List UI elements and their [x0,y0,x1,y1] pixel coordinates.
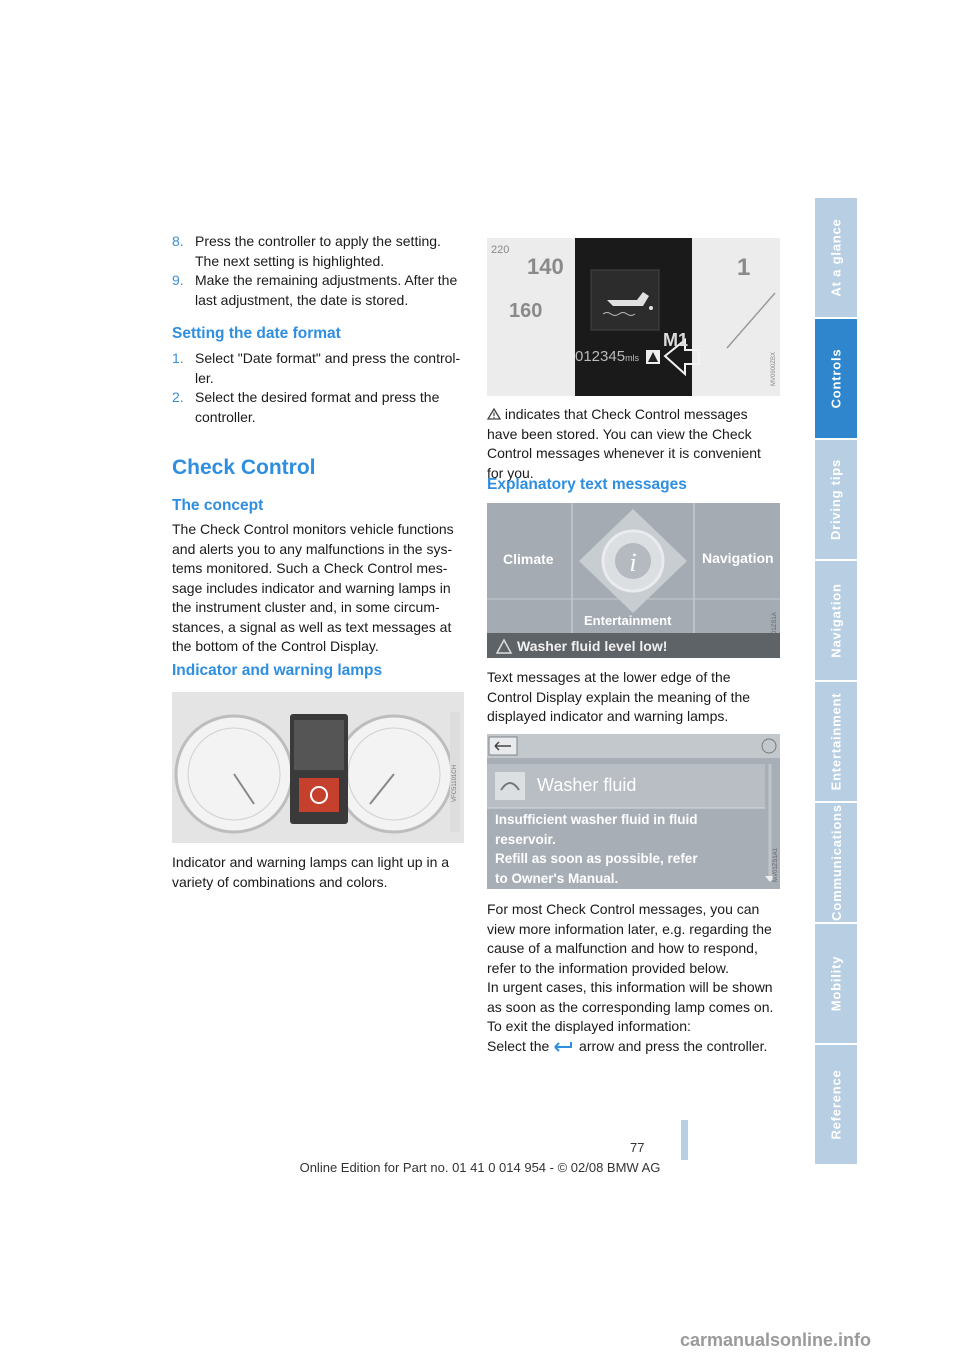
stored-text: indicates that Check Control messages have been stored. You can view the Check Control messages whenever it is convenient for you. [487,406,761,481]
page-number: 77 [630,1140,645,1155]
tab-label: Reference [828,1069,844,1140]
concept-paragraph: The Check Control monitors vehicle functions and alerts you to any malfunctions in the sys-tems monitored. Such a Check Control mes-sage includes indicator and warning lamps in the instrument cluster and, in some circum-stances, a signal as well as text messages at the bottom of the Control Display. [172,521,454,654]
menu-item-climate[interactable]: Climate [503,551,554,567]
step-9 [172,271,472,311]
tab-mobility[interactable] [815,924,857,1043]
date-format-step-2 [172,388,472,428]
tab-driving-tips[interactable] [815,440,857,559]
tab-label: At a glance [828,218,844,297]
back-arrow-icon [553,1040,575,1052]
select-line [487,1037,779,1057]
instrument-cluster-illustration [172,692,464,843]
step-text: Make the remaining adjustments. After the last adjustment, the date is stored. [195,272,458,308]
exit-paragraph [487,1017,779,1056]
detail-title: Washer fluid [537,775,637,795]
explanatory-heading: Explanatory text messages [487,476,687,493]
step-number: 2. [172,389,184,405]
tab-navigation[interactable] [815,561,857,680]
speed-label-160: 160 [509,300,543,322]
speed-label-220: 220 [491,244,510,256]
tab-entertainment[interactable] [815,682,857,801]
explanatory-paragraph: Text messages at the lower edge of the Control Display explain the meaning of the displayed indicator and warning lamps. [487,669,751,724]
tab-label: Mobility [828,955,844,1012]
step-number: 9. [172,272,184,288]
date-format-step-1 [172,349,472,389]
figure-code: MV01ZS1A1 [773,847,779,882]
odometer-value: 012345 [575,348,626,365]
date-format-heading: Setting the date format [172,325,341,342]
odometer-reading [575,348,639,365]
menu-item-navigation[interactable]: Navigation [702,550,774,566]
tab-label: Navigation [828,583,844,658]
svg-text:i: i [629,548,637,577]
instrument-cluster-figure [172,692,464,843]
concept-heading: The concept [172,497,264,514]
step-text: Select "Date format" and press the control-ler. [195,350,461,386]
urgent-paragraph: In urgent cases, this information will be shown as soon as the corresponding lamp comes on. [487,979,774,1015]
step-number: 1. [172,350,184,366]
tab-reference[interactable] [815,1045,857,1164]
step-8 [172,232,472,272]
menu-illustration [487,503,780,658]
detail-body [495,810,698,888]
warning-triangle-icon [487,408,501,420]
more-info-paragraph: For most Check Control messages, you can view more information later, e.g. regarding the cause of a malfunction and how to respond, refer to the information provided below. [487,901,772,976]
tab-label: Driving tips [828,458,844,541]
select-post-text: arrow and press the controller. [579,1037,768,1054]
rpm-label: 1 [737,254,751,281]
menu-item-entertainment[interactable]: Entertainment [584,613,672,628]
detail-line-3: Refill as soon as possible, refer [495,851,698,866]
control-display-menu-figure [487,503,780,658]
tab-label: Communications [828,804,844,921]
speed-label-140: 140 [527,254,564,279]
tab-communications[interactable] [815,803,857,922]
odometer-unit: mls [625,353,640,363]
lamps-heading: Indicator and warning lamps [172,662,383,679]
tab-label: Entertainment [828,692,844,791]
odometer-figure [487,238,780,396]
menu-warning-message: Washer fluid level low! [517,638,668,654]
figure-code: VFC51101CH [452,765,458,802]
check-control-heading: Check Control [172,456,316,479]
step-text: Select the desired format and press the controller. [195,389,440,425]
detail-line-2: reservoir. [495,831,556,847]
gear-indicator: M1 [663,330,689,350]
stored-paragraph [487,405,779,483]
lamps-caption: Indicator and warning lamps can light up in a variety of combinations and colors. [172,854,450,890]
detail-line-4: to Owner's Manual. [495,870,619,886]
step-text: Press the controller to apply the setting. The next setting is highlighted. [195,233,441,269]
figure-code: MV0900ZBX [771,351,777,386]
detail-line-1: Insufficient washer fluid in fluid [495,812,698,827]
step-number: 8. [172,233,184,249]
figure-code: MV01ZS1A [772,612,778,643]
tab-at-a-glance[interactable] [815,198,857,317]
footer-accent-bar [681,1120,688,1160]
watermark: carmanualsonline.info [680,1330,872,1350]
exit-text: To exit the displayed information: [487,1018,691,1034]
washer-fluid-detail-figure [487,734,780,889]
edition-line: Online Edition for Part no. 01 41 0 014 954 - © 02/08 BMW AG [299,1160,661,1175]
tab-label: Controls [828,348,844,409]
select-pre-text: Select the [487,1037,550,1054]
tab-controls[interactable] [815,319,857,438]
